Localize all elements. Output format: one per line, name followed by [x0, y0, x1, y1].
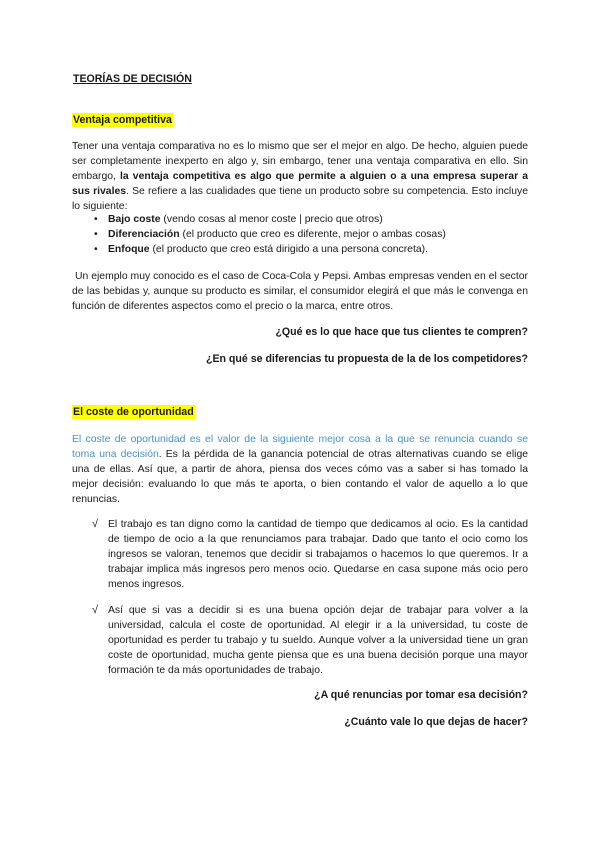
coste-point-1 [108, 517, 528, 592]
check-icon: √ [92, 604, 99, 616]
bullet-bold: Enfoque [108, 244, 150, 255]
ventaja-question-2: ¿En qué se diferencias tu propuesta de la de los competidores? [205, 353, 528, 365]
section-heading-ventaja: Ventaja competitiva [73, 114, 172, 126]
coste-point-1-text: El trabajo es tan digno como la cantidad de tiempo que dedicamos al ocio. Es la cantidad de tiempo de ocio a la que renunciamos para trabajar. Dado que tanto el ocio como los ingresos se valoran, tenemos que decidir si trabajamos o hacemos lo que queremos. Ir a trabajar implica más ingresos pero menos ocio. Quedarse en casa supone más ocio pero menos ingresos. [108, 519, 528, 590]
list-item [108, 212, 446, 227]
bullet-text: (vendo cosas al menor coste | precio que otros) [160, 214, 383, 225]
coste-point-2 [108, 603, 528, 678]
bullet-text: (el producto que creo está dirigido a una persona concreta). [149, 244, 428, 255]
bullet-text: (el producto que creo es diferente, mejor o ambas cosas) [179, 229, 446, 240]
ventaja-intro-bold: la ventaja competitiva es algo que permite a alguien o a una empresa superar a sus rivales [72, 171, 528, 197]
page-title: TEORÍAS DE DECISIÓN [73, 73, 192, 85]
list-item [108, 227, 446, 242]
ventaja-bullet-list [108, 212, 446, 257]
coste-question-2: ¿Cuánto vale lo que dejas de hacer? [344, 716, 528, 728]
ventaja-intro-end: . Se refiere a las cualidades que tiene un producto sobre su competencia. Esto incluye lo siguiente: [72, 186, 528, 212]
coste-question-1: ¿A qué renuncias por tomar esa decisión? [314, 689, 528, 701]
bullet-bold: Bajo coste [108, 214, 161, 225]
ventaja-intro-paragraph [72, 139, 528, 214]
ventaja-intro-text: Tener una ventaja comparativa no es lo mismo que ser el mejor en algo. De hecho, alguien puede ser completamente inexperto en algo y, sin embargo, tener una ventaja comparativa en ello. Sin embargo, [72, 141, 528, 182]
list-item [108, 242, 446, 257]
coste-intro-paragraph [72, 432, 528, 507]
coste-intro-rest: . Es la pérdida de la ganancia potencial de otras alternativas cuando se elige una de ellas. Así que, a partir de ahora, piensa dos veces cómo vas a saber si has tomado la mejor decisión: evaluando lo que más te aporta, o bien contando el valor de aquello a lo que renuncias. [72, 449, 529, 505]
section-heading-coste: El coste de oportunidad [73, 406, 194, 418]
ventaja-question-1: ¿Qué es lo que hace que tus clientes te compren? [275, 326, 528, 338]
coste-point-2-text: Así que si vas a decidir si es una buena opción dejar de trabajar para volver a la universidad, calcula el coste de oportunidad. Al elegir ir a la universidad, tu coste de oportunidad es perder tu trabajo y tu sueldo. Aunque volver a la universidad tiene un gran coste de oportunidad, mucha gente piensa que es una buena decisión porque una mayor formación te da más oportunidades de trabajo. [108, 605, 528, 676]
check-icon: √ [92, 518, 99, 530]
bullet-bold: Diferenciación [108, 229, 180, 240]
coste-definition-text: El coste de oportunidad es el valor de la siguiente mejor cosa a la que se renuncia cuando se toma una decisión [72, 434, 528, 460]
ventaja-example-text: Un ejemplo muy conocido es el caso de Coca-Cola y Pepsi. Ambas empresas venden en el sector de las bebidas y, aunque su producto es similar, el consumidor elegirá el que más le convenga en función de diferentes aspectos como el precio o la marca, entre otros. [72, 271, 528, 312]
ventaja-example-paragraph [72, 269, 528, 314]
